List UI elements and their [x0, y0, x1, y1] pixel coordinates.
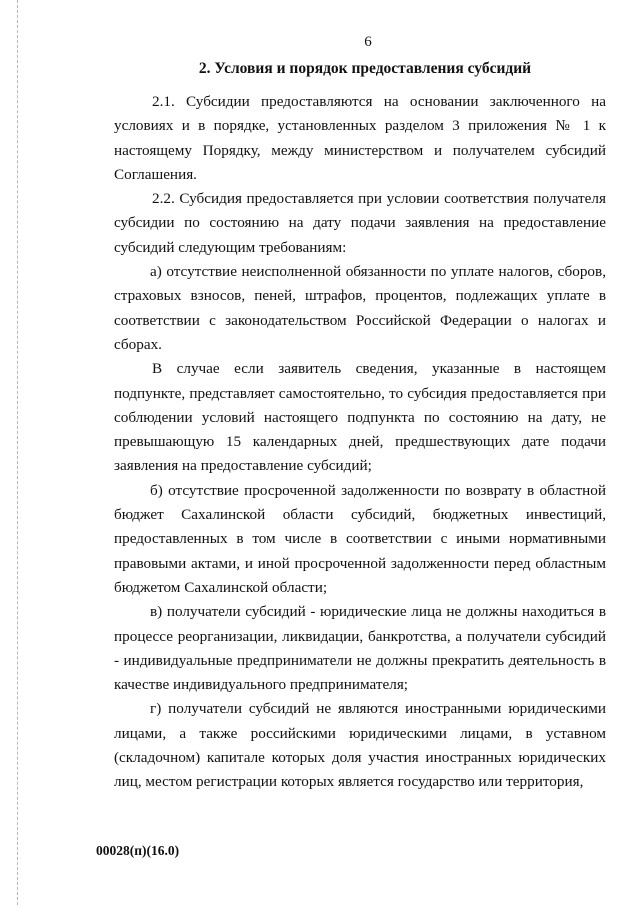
- subitem-v: в) получатели субсидий - юридические лица не должны находиться в процессе реорганизации, ликвидации, банкротства, а получатели субсидий - индивидуальные предприниматели не должны прекратить деятельность в качестве индивидуального предпринимателя;: [114, 603, 606, 694]
- scan-edge-line: [17, 0, 18, 905]
- subitem-b: б) отсутствие просроченной задолженности по возврату в областной бюджет Сахалинской области субсидий, бюджетных инвестиций, предоставленных в том числе в соответствии с иными нормативными правовыми актами, и иной просроченной задолженности перед областным бюджетом Сахалинской области;: [114, 481, 606, 596]
- paragraph-2-2: 2.2. Субсидия предоставляется при условии соответствия получателя субсидии по состоянию на дату подачи заявления на предоставление субсидий следующим требованиям:: [114, 190, 606, 256]
- paragraph-self-submission: В случае если заявитель сведения, указанные в настоящем подпункте, представляет самостоятельно, то субсидия предоставляется при соблюдении условий настоящего подпункта по состоянию на дату, не превышающую 15 календарных дней, предшествующих дате подачи заявления на предоставление субсидий;: [114, 360, 606, 475]
- paragraph-2-1: 2.1. Субсидии предоставляются на основании заключенного на условиях и в порядке, установленных разделом 3 приложения № 1 к настоящему Порядку, между министерством и получателем субсидий Соглашения.: [114, 93, 606, 183]
- page-number: 6: [364, 34, 372, 50]
- subitem-a: а) отсутствие неисполненной обязанности по уплате налогов, сборов, страховых взносов, пеней, штрафов, процентов, подлежащих уплате в соответствии с законодательством Российской Федерации о налогах и сборах.: [114, 263, 606, 353]
- document-body: [114, 90, 606, 795]
- document-code: 00028(п)(16.0): [96, 843, 180, 858]
- section-title: 2. Условия и порядок предоставления субсидий: [198, 60, 532, 77]
- subitem-g: г) получатели субсидий не являются иностранными юридическими лицами, а также российскими юридическими лицами, в уставном (складочном) капитале которых доля участия иностранных юридических лиц, местом регистрации которых является государство или территория,: [114, 700, 606, 791]
